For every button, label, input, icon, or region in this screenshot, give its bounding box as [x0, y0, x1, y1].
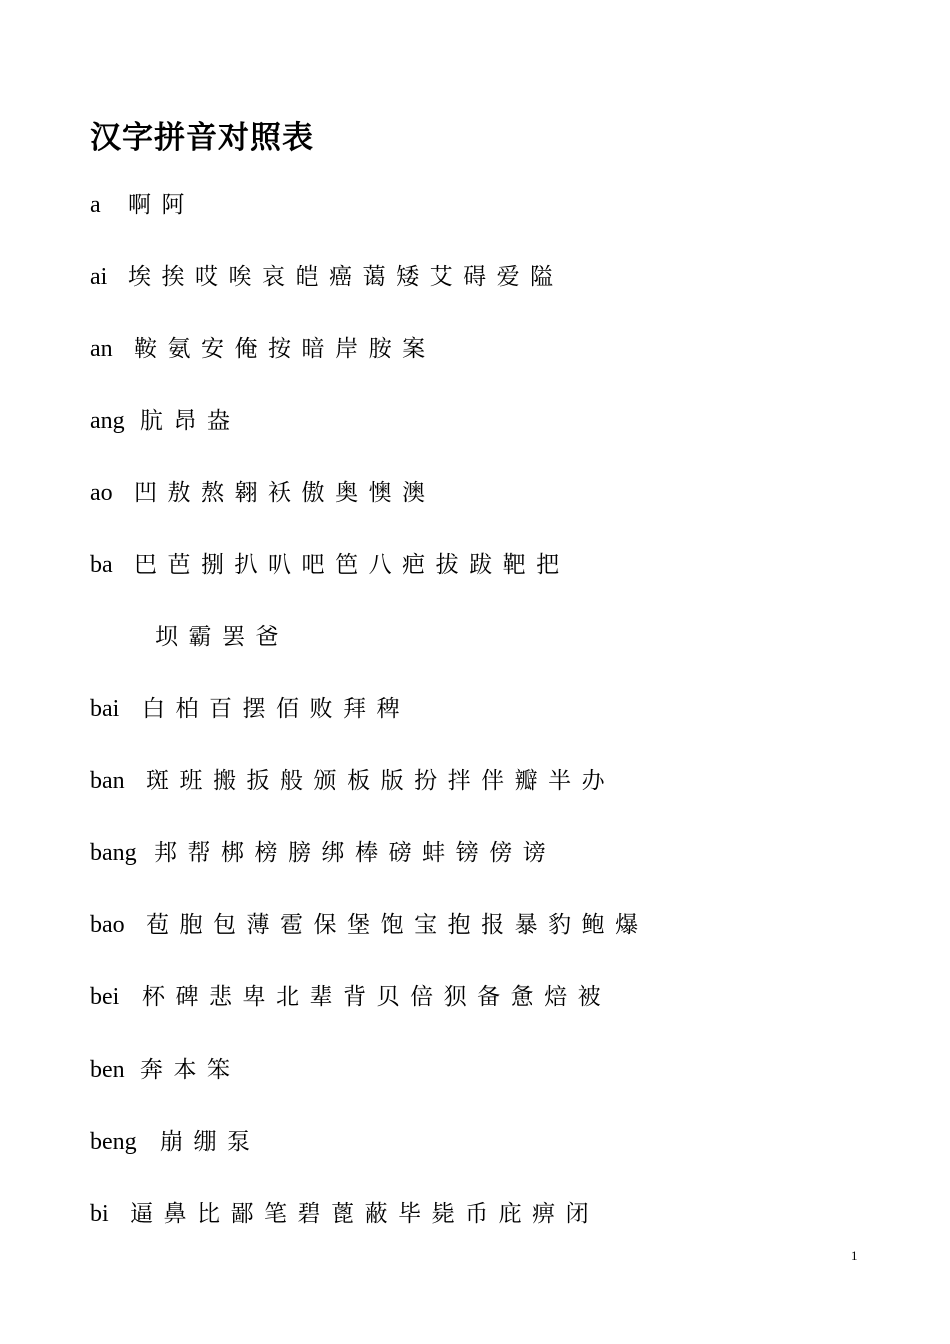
pinyin-label: bai	[90, 696, 120, 722]
list-item-ai	[90, 259, 554, 295]
list-item-an	[90, 331, 426, 367]
list-item-ao	[90, 475, 426, 511]
pinyin-label: beng	[90, 1129, 137, 1155]
list-item-beng	[90, 1124, 251, 1160]
character-list: 逼 鼻 比 鄙 笔 碧 蓖 蔽 毕 毙 币 庇 痹 闭	[130, 1201, 590, 1227]
character-list: 崩 绷 泵	[160, 1129, 251, 1155]
pinyin-label: a	[90, 192, 101, 218]
character-list: 巴 芭 捌 扒 叭 吧 笆 八 疤 拔 跋 靶 把	[134, 552, 560, 578]
pinyin-label: ang	[90, 408, 125, 434]
pinyin-label: bao	[90, 912, 125, 938]
pinyin-label: ba	[90, 552, 113, 578]
list-item-bao	[90, 907, 639, 943]
character-list: 坝 霸 罢 爸	[155, 624, 280, 650]
character-list: 白 柏 百 摆 佰 败 拜 稗	[142, 696, 401, 722]
character-list: 凹 敖 熬 翱 袄 傲 奥 懊 澳	[134, 480, 426, 506]
pinyin-label: ao	[90, 480, 113, 506]
pinyin-label: bang	[90, 840, 137, 866]
page-number: 1	[851, 1248, 858, 1263]
pinyin-label: ai	[90, 264, 108, 290]
pinyin-label: an	[90, 336, 113, 362]
list-item-bai	[90, 691, 400, 727]
character-list: 奔 本 笨	[140, 1057, 231, 1083]
page-title: 汉字拼音对照表	[90, 120, 314, 156]
pinyin-label: ben	[90, 1057, 125, 1083]
character-list: 苞 胞 包 薄 雹 保 堡 饱 宝 抱 报 暴 豹 鲍 爆	[146, 912, 639, 938]
pinyin-label: ban	[90, 768, 125, 794]
list-item-a	[90, 187, 185, 223]
list-item-ba-continued	[90, 619, 279, 655]
pinyin-label: bi	[90, 1201, 109, 1227]
pinyin-label: bei	[90, 984, 120, 1010]
list-item-ben	[90, 1052, 231, 1088]
list-item-ba	[90, 547, 560, 583]
list-item-bang	[90, 835, 546, 871]
character-list: 鞍 氨 安 俺 按 暗 岸 胺 案	[134, 336, 426, 362]
character-list: 肮 昂 盎	[140, 408, 231, 434]
list-item-ang	[90, 403, 231, 439]
character-list: 啊 阿	[128, 192, 186, 218]
character-list: 邦 帮 梆 榜 膀 绑 棒 磅 蚌 镑 傍 谤	[154, 840, 547, 866]
character-list: 埃 挨 哎 唉 哀 皑 癌 蔼 矮 艾 碍 爱 隘	[128, 264, 554, 290]
character-list: 斑 班 搬 扳 般 颁 板 版 扮 拌 伴 瓣 半 办	[146, 768, 606, 794]
list-item-bei	[90, 979, 601, 1015]
character-list: 杯 碑 悲 卑 北 辈 背 贝 倍 狈 备 惫 焙 被	[142, 984, 602, 1010]
list-item-bi	[90, 1196, 589, 1232]
list-item-ban	[90, 763, 605, 799]
